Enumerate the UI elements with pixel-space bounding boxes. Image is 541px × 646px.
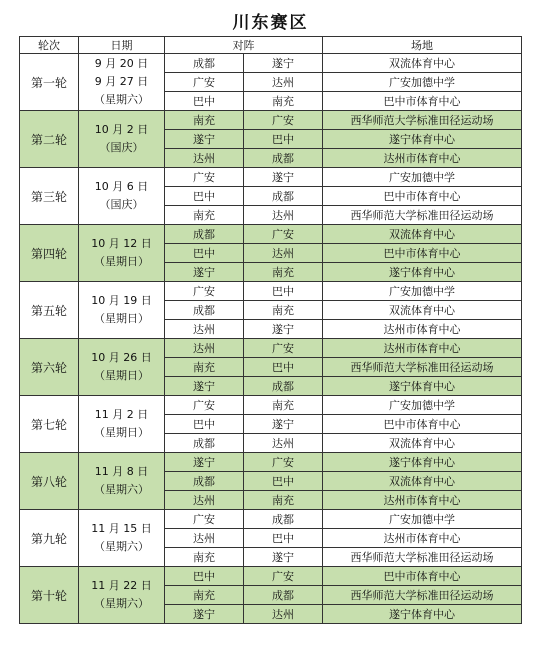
schedule-body: [20, 54, 522, 624]
date-line: （星期六）: [94, 597, 149, 610]
venue: 双流体育中心: [323, 54, 522, 73]
away-team: 南充: [244, 301, 323, 320]
away-team: 南充: [244, 396, 323, 415]
date-line: （星期六）: [94, 483, 149, 496]
away-team: 广安: [244, 339, 323, 358]
round-label: 第十轮: [20, 567, 79, 624]
round-date: [79, 54, 165, 111]
away-team: 达州: [244, 206, 323, 225]
away-team: 广安: [244, 453, 323, 472]
header-date: 日期: [79, 37, 165, 54]
away-team: 达州: [244, 434, 323, 453]
venue: 遂宁体育中心: [323, 453, 522, 472]
date-line: 11 月 8 日: [94, 465, 149, 478]
date-line: （星期日）: [94, 312, 149, 325]
round-date: [79, 225, 165, 282]
venue: 广安加德中学: [323, 73, 522, 92]
venue: 达州市体育中心: [323, 320, 522, 339]
venue: 双流体育中心: [323, 301, 522, 320]
date-line: （星期日）: [94, 369, 149, 382]
home-team: 遂宁: [165, 377, 244, 396]
away-team: 遂宁: [244, 548, 323, 567]
venue: 遂宁体育中心: [323, 130, 522, 149]
away-team: 达州: [244, 605, 323, 624]
venue: 广安加德中学: [323, 168, 522, 187]
away-team: 成都: [244, 586, 323, 605]
venue: 巴中市体育中心: [323, 415, 522, 434]
home-team: 遂宁: [165, 263, 244, 282]
away-team: 成都: [244, 510, 323, 529]
venue: 西华师范大学标准田径运动场: [323, 586, 522, 605]
home-team: 成都: [165, 472, 244, 491]
date-line: 9 月 20 日: [94, 57, 149, 70]
table-row: [20, 111, 522, 130]
round-date: [79, 111, 165, 168]
home-team: 广安: [165, 282, 244, 301]
home-team: 成都: [165, 54, 244, 73]
venue: 广安加德中学: [323, 396, 522, 415]
home-team: 南充: [165, 586, 244, 605]
table-row: [20, 567, 522, 586]
header-row: [20, 37, 522, 54]
home-team: 南充: [165, 206, 244, 225]
home-team: 遂宁: [165, 453, 244, 472]
away-team: 达州: [244, 73, 323, 92]
away-team: 成都: [244, 149, 323, 168]
home-team: 巴中: [165, 244, 244, 263]
away-team: 巴中: [244, 472, 323, 491]
home-team: 南充: [165, 111, 244, 130]
home-team: 广安: [165, 73, 244, 92]
date-line: 10 月 2 日: [94, 123, 149, 136]
round-date: [79, 168, 165, 225]
round-date: [79, 453, 165, 510]
home-team: 广安: [165, 396, 244, 415]
away-team: 成都: [244, 187, 323, 206]
venue: 巴中市体育中心: [323, 187, 522, 206]
home-team: 巴中: [165, 187, 244, 206]
table-row: [20, 510, 522, 529]
header-round: 轮次: [20, 37, 79, 54]
home-team: 成都: [165, 434, 244, 453]
away-team: 南充: [244, 92, 323, 111]
table-row: [20, 225, 522, 244]
date-line: 9 月 27 日: [94, 75, 149, 88]
away-team: 成都: [244, 377, 323, 396]
venue: 达州市体育中心: [323, 149, 522, 168]
home-team: 巴中: [165, 92, 244, 111]
venue: 双流体育中心: [323, 472, 522, 491]
date-line: 10 月 12 日: [91, 237, 152, 250]
home-team: 达州: [165, 529, 244, 548]
date-line: 11 月 15 日: [91, 522, 152, 535]
round-date: [79, 567, 165, 624]
venue: 西华师范大学标准田径运动场: [323, 548, 522, 567]
table-row: [20, 54, 522, 73]
venue: 巴中市体育中心: [323, 567, 522, 586]
venue: 西华师范大学标准田径运动场: [323, 206, 522, 225]
home-team: 巴中: [165, 415, 244, 434]
date-line: 10 月 19 日: [91, 294, 152, 307]
date-line: （星期日）: [94, 426, 149, 439]
date-line: （星期六）: [94, 93, 149, 106]
home-team: 达州: [165, 320, 244, 339]
round-label: 第四轮: [20, 225, 79, 282]
home-team: 达州: [165, 491, 244, 510]
table-row: [20, 396, 522, 415]
date-line: 11 月 2 日: [94, 408, 149, 421]
away-team: 遂宁: [244, 415, 323, 434]
venue: 遂宁体育中心: [323, 377, 522, 396]
home-team: 成都: [165, 225, 244, 244]
round-label: 第三轮: [20, 168, 79, 225]
date-line: （星期日）: [94, 255, 149, 268]
round-date: [79, 396, 165, 453]
home-team: 广安: [165, 510, 244, 529]
venue: 广安加德中学: [323, 510, 522, 529]
venue: 达州市体育中心: [323, 491, 522, 510]
away-team: 南充: [244, 263, 323, 282]
home-team: 达州: [165, 149, 244, 168]
home-team: 巴中: [165, 567, 244, 586]
table-row: [20, 282, 522, 301]
home-team: 遂宁: [165, 605, 244, 624]
away-team: 巴中: [244, 358, 323, 377]
date-line: 10 月 6 日: [94, 180, 149, 193]
date-line: （国庆）: [99, 198, 144, 211]
date-line: （国庆）: [99, 141, 144, 154]
table-row: [20, 339, 522, 358]
round-label: 第九轮: [20, 510, 79, 567]
venue: 西华师范大学标准田径运动场: [323, 358, 522, 377]
away-team: 广安: [244, 567, 323, 586]
header-match: 对阵: [165, 37, 323, 54]
away-team: 广安: [244, 111, 323, 130]
home-team: 成都: [165, 301, 244, 320]
away-team: 遂宁: [244, 168, 323, 187]
round-label: 第八轮: [20, 453, 79, 510]
venue: 达州市体育中心: [323, 529, 522, 548]
home-team: 遂宁: [165, 130, 244, 149]
away-team: 巴中: [244, 282, 323, 301]
round-label: 第二轮: [20, 111, 79, 168]
round-date: [79, 339, 165, 396]
round-date: [79, 510, 165, 567]
schedule-table: [19, 36, 522, 624]
venue: 巴中市体育中心: [323, 244, 522, 263]
home-team: 南充: [165, 358, 244, 377]
round-label: 第七轮: [20, 396, 79, 453]
away-team: 遂宁: [244, 320, 323, 339]
away-team: 巴中: [244, 529, 323, 548]
away-team: 南充: [244, 491, 323, 510]
venue: 双流体育中心: [323, 434, 522, 453]
venue: 巴中市体育中心: [323, 92, 522, 111]
home-team: 广安: [165, 168, 244, 187]
venue: 遂宁体育中心: [323, 263, 522, 282]
venue: 达州市体育中心: [323, 339, 522, 358]
date-line: （星期六）: [94, 540, 149, 553]
venue: 广安加德中学: [323, 282, 522, 301]
round-label: 第一轮: [20, 54, 79, 111]
venue: 西华师范大学标准田径运动场: [323, 111, 522, 130]
away-team: 达州: [244, 244, 323, 263]
table-row: [20, 453, 522, 472]
home-team: 达州: [165, 339, 244, 358]
round-label: 第六轮: [20, 339, 79, 396]
venue: 双流体育中心: [323, 225, 522, 244]
round-date: [79, 282, 165, 339]
page-title: 川东赛区: [232, 13, 309, 33]
date-line: 11 月 22 日: [91, 579, 152, 592]
date-line: 10 月 26 日: [91, 351, 152, 364]
header-venue: 场地: [323, 37, 522, 54]
venue: 遂宁体育中心: [323, 605, 522, 624]
away-team: 广安: [244, 225, 323, 244]
away-team: 遂宁: [244, 54, 323, 73]
home-team: 南充: [165, 548, 244, 567]
round-label: 第五轮: [20, 282, 79, 339]
table-row: [20, 168, 522, 187]
away-team: 巴中: [244, 130, 323, 149]
